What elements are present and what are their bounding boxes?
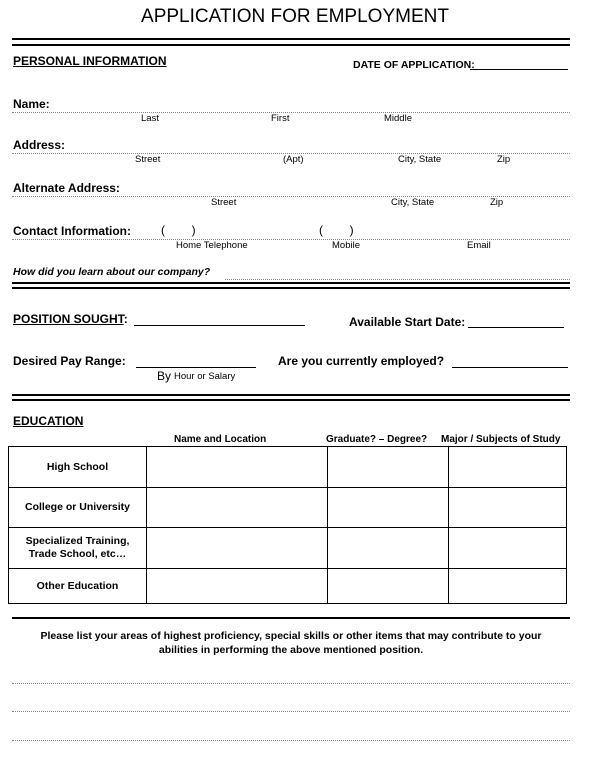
name-label: Name:: [13, 97, 50, 111]
alt-address-sub-city-state: City, State: [391, 197, 435, 208]
contact-sub-home-telephone: Home Telephone: [176, 240, 248, 251]
desired-pay-range-field[interactable]: [136, 355, 256, 368]
name-sub-first: First: [271, 113, 290, 124]
alternate-address-field[interactable]: [12, 196, 570, 197]
education-cell-graduate-degree[interactable]: [328, 569, 449, 604]
pay-range-sub-by: By: [157, 369, 172, 383]
education-row-other: [9, 569, 567, 604]
contact-sub-email: Email: [467, 240, 491, 251]
education-cell-major-subjects[interactable]: [449, 569, 567, 604]
education-row-college: [9, 488, 567, 528]
currently-employed-label: Are you currently employed?: [278, 354, 445, 368]
proficiency-answer-line[interactable]: [12, 711, 570, 712]
education-cell-name-location[interactable]: [147, 528, 328, 569]
mobile-area-code: ( ): [319, 223, 354, 237]
education-cell-major-subjects[interactable]: [449, 488, 567, 528]
education-row-label: High School: [9, 447, 147, 488]
alt-address-sub-street: Street: [211, 197, 237, 208]
education-row-label: Other Education: [9, 569, 147, 604]
alternate-address-label: Alternate Address:: [13, 181, 120, 195]
proficiency-divider: [12, 617, 570, 619]
education-col-name-location: Name and Location: [174, 434, 267, 445]
position-sought-colon: :: [123, 312, 128, 326]
education-row-specialized-training: [9, 528, 567, 569]
education-col-graduate-degree: Graduate? – Degree?: [326, 434, 428, 445]
education-cell-name-location[interactable]: [147, 488, 328, 528]
currently-employed-field[interactable]: [452, 355, 568, 368]
education-cell-name-location[interactable]: [147, 569, 328, 604]
contact-sub-mobile: Mobile: [332, 240, 360, 251]
address-sub-zip: Zip: [497, 154, 511, 165]
position-sought-field[interactable]: [134, 313, 305, 326]
desired-pay-range-label: Desired Pay Range:: [13, 354, 126, 368]
position-divider-top: [12, 394, 570, 396]
learn-about-company-question: How did you learn about our company?: [13, 266, 211, 278]
education-cell-graduate-degree[interactable]: [328, 447, 449, 488]
address-sub-apt: (Apt): [283, 154, 304, 165]
education-cell-graduate-degree[interactable]: [328, 488, 449, 528]
alt-address-sub-zip: Zip: [490, 197, 504, 208]
proficiency-answer-line[interactable]: [12, 683, 570, 684]
education-cell-major-subjects[interactable]: [449, 528, 567, 569]
pay-range-sub-hour-or-salary: Hour or Salary: [174, 371, 236, 382]
education-table: [8, 446, 567, 604]
home-phone-area-code: ( ): [161, 223, 196, 237]
position-divider-bottom: [12, 399, 570, 401]
proficiency-instructions-line1: Please list your areas of highest proficiency, special skills or other items that may contribute to your: [40, 630, 542, 642]
address-sub-street: Street: [135, 154, 161, 165]
section-divider-top: [12, 282, 570, 284]
title-divider-top: [12, 38, 570, 40]
name-sub-last: Last: [141, 113, 159, 124]
date-of-application-field[interactable]: [470, 57, 568, 70]
available-start-date-label: Available Start Date:: [349, 315, 466, 329]
address-sub-city-state: City, State: [398, 154, 442, 165]
proficiency-answer-line[interactable]: [12, 740, 570, 741]
section-divider-bottom: [12, 287, 570, 289]
education-heading: EDUCATION: [13, 414, 84, 428]
date-of-application-label: DATE OF APPLICATION:: [353, 59, 475, 71]
title-divider-bottom: [12, 44, 570, 46]
contact-information-label: Contact Information:: [13, 224, 131, 238]
education-row-label: College or University: [9, 488, 147, 528]
education-cell-graduate-degree[interactable]: [328, 528, 449, 569]
name-sub-middle: Middle: [384, 113, 412, 124]
position-sought-heading: POSITION SOUGHT: [13, 312, 124, 326]
learn-about-company-field[interactable]: [225, 279, 570, 280]
education-row-high-school: [9, 447, 567, 488]
education-cell-name-location[interactable]: [147, 447, 328, 488]
proficiency-instructions-line2: abilities in performing the above mentioned position.: [158, 644, 424, 656]
form-title: APPLICATION FOR EMPLOYMENT: [141, 6, 449, 27]
position-sought-label: [13, 312, 128, 326]
address-label: Address:: [13, 138, 66, 152]
name-field[interactable]: [12, 112, 570, 113]
education-row-label: Specialized Training, Trade School, etc…: [9, 528, 147, 569]
personal-info-heading: PERSONAL INFORMATION: [13, 54, 167, 68]
education-col-major-subjects: Major / Subjects of Study: [441, 434, 561, 445]
available-start-date-field[interactable]: [468, 315, 564, 328]
education-cell-major-subjects[interactable]: [449, 447, 567, 488]
